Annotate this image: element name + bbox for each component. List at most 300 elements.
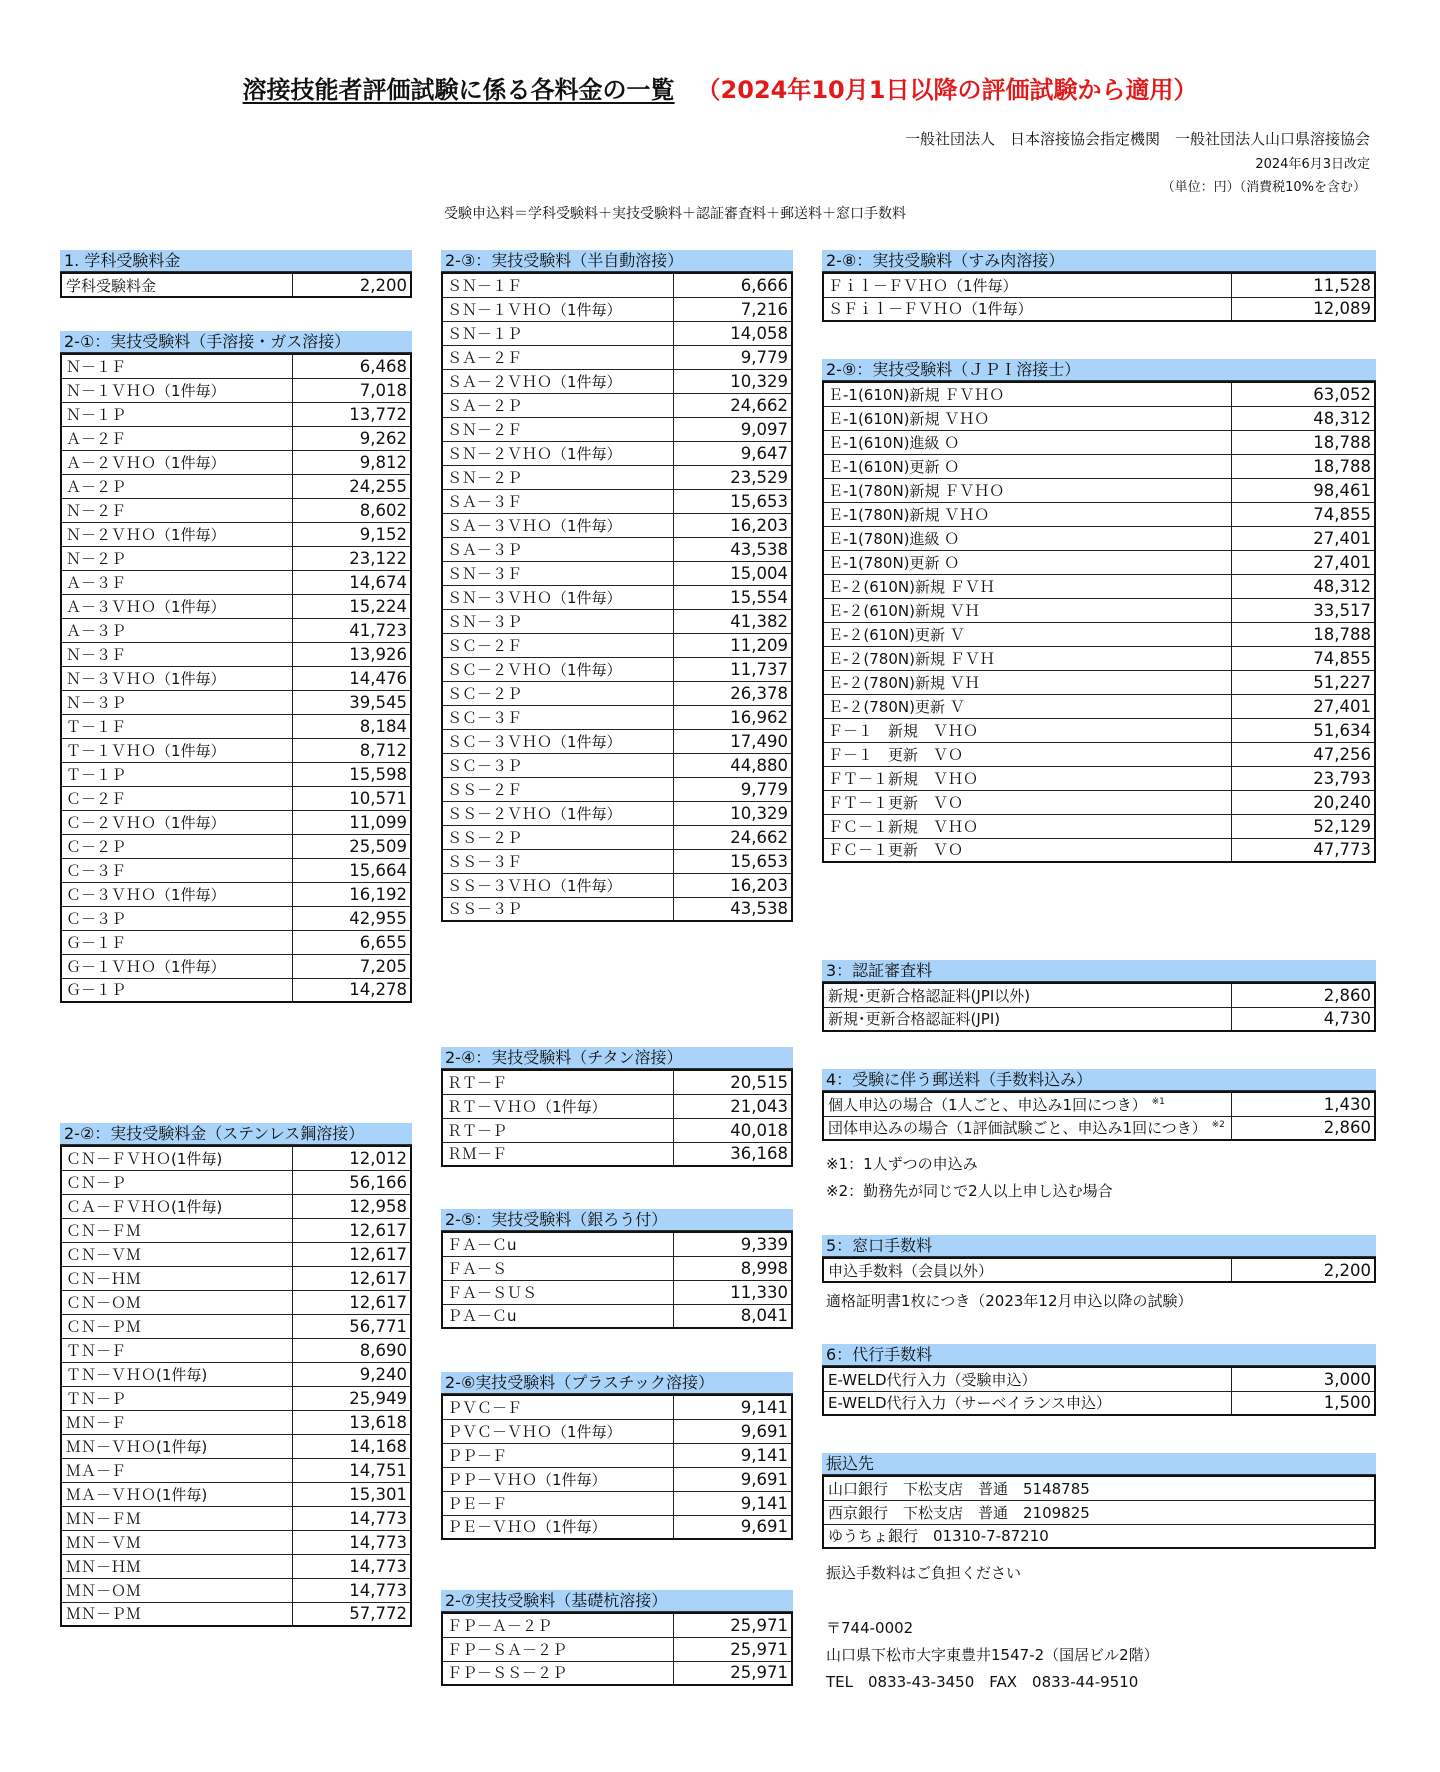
fee-amount: 12,617 <box>292 1242 411 1266</box>
fee-row <box>442 513 792 537</box>
fee-row <box>823 502 1375 526</box>
fee-item-name <box>442 369 673 393</box>
fee-amount: 15,653 <box>673 849 792 873</box>
fee-item-label: ＣＮ－ＦＭ <box>66 1221 142 1240</box>
fee-row <box>442 873 792 897</box>
fee-amount: 9,240 <box>292 1362 411 1386</box>
fee-amount: 27,401 <box>1231 694 1375 718</box>
fee-item-name <box>823 406 1231 430</box>
fee-amount: 10,329 <box>673 369 792 393</box>
fee-row <box>442 561 792 585</box>
fee-item-name <box>823 574 1231 598</box>
fee-item-name <box>61 378 292 402</box>
fee-item-label: Ｎ－３Ｆ <box>66 645 127 664</box>
fee-amount: 27,401 <box>1231 526 1375 550</box>
fee-amount: 56,771 <box>292 1314 411 1338</box>
fee-item-label: Ｎ－１Ｐ <box>66 405 127 424</box>
fee-row <box>442 1515 792 1539</box>
fee-amount: 8,041 <box>673 1304 792 1328</box>
fee-amount: 24,255 <box>292 474 411 498</box>
fee-row <box>442 1256 792 1280</box>
fee-amount: 2,200 <box>1231 1258 1375 1282</box>
fee-item-label: ＦＡ－Ｓ <box>447 1259 508 1278</box>
section-title: 2-②：実技受験料金（ステンレス鋼溶接） <box>60 1123 412 1145</box>
fee-amount: 3,000 <box>1231 1367 1375 1391</box>
fee-item-name <box>61 954 292 978</box>
fee-item-label: ＭＮ－ＰＭ <box>66 1605 142 1624</box>
document-title <box>0 70 1440 105</box>
fee-item-name <box>823 502 1231 526</box>
fee-item-name <box>823 790 1231 814</box>
fee-amount: 16,192 <box>292 882 411 906</box>
fee-item-name <box>442 297 673 321</box>
fee-row <box>61 570 411 594</box>
fee-item-label: ＳＮ－１Ｆ <box>447 276 523 295</box>
fee-item-label: Ａ－３Ｐ <box>66 621 127 640</box>
fee-amount: 57,772 <box>292 1602 411 1626</box>
fee-item-label: Ｇ－１ＶＨＯ（1件毎） <box>66 957 226 976</box>
fee-row <box>61 1506 411 1530</box>
fee-item-label: 個人申込の場合（1人ごと、申込み1回につき） <box>828 1095 1147 1114</box>
fee-table <box>822 1091 1376 1141</box>
fee-row <box>442 705 792 729</box>
fee-item-name <box>61 1530 292 1554</box>
fee-amount: 20,515 <box>673 1070 792 1094</box>
section-title: 2-⑨：実技受験料（ＪＰＩ溶接士） <box>822 359 1376 381</box>
bank-account: ゆうちょ銀行 01310-7-87210 <box>823 1524 1375 1548</box>
fee-amount: 14,773 <box>292 1506 411 1530</box>
section-title: 2-⑧：実技受験料（すみ肉溶接） <box>822 250 1376 272</box>
fee-item-label: 新規･更新合格認証料(JPI以外) <box>828 986 1031 1005</box>
fee-item-label: Ａ－３Ｆ <box>66 573 127 592</box>
fee-item-name <box>61 1218 292 1242</box>
fee-amount: 44,880 <box>673 753 792 777</box>
fee-amount: 14,773 <box>292 1578 411 1602</box>
fee-item-label: Ａ－３ＶＨＯ（1件毎） <box>66 597 226 616</box>
fee-item-name <box>61 426 292 450</box>
fee-item-name <box>61 1146 292 1170</box>
fee-item-label: Ｅ-1(610N)新規 ＶＨＯ <box>828 409 990 428</box>
fee-item-label: ＦＴ－１更新 ＶＯ <box>828 793 964 812</box>
fee-item-name <box>61 1290 292 1314</box>
section-title: 2-③：実技受験料（半自動溶接） <box>441 250 793 272</box>
fee-amount: 15,598 <box>292 762 411 786</box>
fee-item-name <box>61 1194 292 1218</box>
fee-table <box>441 1394 793 1540</box>
fee-row <box>823 983 1375 1007</box>
fee-item-label: ＳＣ－２Ｆ <box>447 636 523 655</box>
fee-item-label: ＳＳ－３Ｐ <box>447 900 523 919</box>
fee-item-name <box>823 478 1231 502</box>
fee-item-name <box>61 1506 292 1530</box>
section-2-1 <box>60 331 412 1003</box>
fee-item-label: Ｅ-1(610N)更新 Ｏ <box>828 457 960 476</box>
fee-item-name <box>61 1338 292 1362</box>
fee-item-label: Ｆｉｌ－ＦＶＨＯ（1件毎） <box>828 276 1018 295</box>
fee-item-name <box>442 729 673 753</box>
section-title: 2-⑦実技受験料（基礎杭溶接） <box>441 1590 793 1612</box>
fee-row <box>823 382 1375 406</box>
fee-item-name <box>61 546 292 570</box>
fee-item-name <box>61 1482 292 1506</box>
fee-row <box>823 622 1375 646</box>
fee-item-name <box>823 598 1231 622</box>
fee-amount: 2,860 <box>1231 1116 1375 1140</box>
fee-table <box>822 381 1376 863</box>
fee-amount: 23,122 <box>292 546 411 570</box>
fee-item-name <box>823 694 1231 718</box>
fee-item-label: ＣＡ－ＦＶＨＯ(1件毎) <box>66 1197 223 1216</box>
fee-item-name <box>442 1070 673 1094</box>
fee-row <box>61 906 411 930</box>
fee-item-label: ＲＴ－ＶＨＯ（1件毎） <box>447 1097 607 1116</box>
fee-item-name <box>823 646 1231 670</box>
fee-item-name <box>442 1280 673 1304</box>
fee-row <box>442 1304 792 1328</box>
fee-amount: 33,517 <box>1231 598 1375 622</box>
fee-amount: 9,779 <box>673 345 792 369</box>
fee-amount: 15,554 <box>673 585 792 609</box>
fee-amount: 41,723 <box>292 618 411 642</box>
fee-item-label: ＳＣ－２ＶＨＯ（1件毎） <box>447 660 622 679</box>
fee-amount: 9,339 <box>673 1232 792 1256</box>
fee-item-label: ＳＮ－３ＶＨＯ（1件毎） <box>447 588 622 607</box>
fee-amount: 15,004 <box>673 561 792 585</box>
fee-item-name <box>442 273 673 297</box>
fee-amount: 11,737 <box>673 657 792 681</box>
fee-row <box>61 618 411 642</box>
fee-row <box>442 825 792 849</box>
fee-item-label: ＰＥ－ＶＨＯ（1件毎） <box>447 1518 607 1537</box>
fee-item-name <box>61 642 292 666</box>
fee-item-name <box>61 906 292 930</box>
section-2-2 <box>60 1123 412 1627</box>
fee-row <box>61 1314 411 1338</box>
fee-row <box>442 441 792 465</box>
fee-item-label: Ｅ-1(780N)更新 Ｏ <box>828 553 960 572</box>
fee-item-label: Ｅ-1(610N)新規 ＦＶＨＯ <box>828 385 1005 404</box>
fee-item-name <box>61 858 292 882</box>
fee-amount: 56,166 <box>292 1170 411 1194</box>
section-2-5 <box>441 1209 793 1329</box>
fee-row <box>442 609 792 633</box>
fee-item-name <box>442 1094 673 1118</box>
fee-item-label: Ｔ－１Ｐ <box>66 765 127 784</box>
fee-amount: 25,949 <box>292 1386 411 1410</box>
fee-item-label: ＳＮ－２Ｆ <box>447 420 523 439</box>
fee-amount: 9,141 <box>673 1491 792 1515</box>
fee-amount: 8,184 <box>292 714 411 738</box>
fee-row <box>61 1194 411 1218</box>
fee-item-name <box>442 633 673 657</box>
fee-item-name <box>823 430 1231 454</box>
fee-amount: 9,097 <box>673 417 792 441</box>
fee-item-name <box>442 1467 673 1491</box>
fee-item-name <box>442 1661 673 1685</box>
fee-item-label: ＳＳ－２ＶＨＯ（1件毎） <box>447 804 622 823</box>
fee-amount: 74,855 <box>1231 502 1375 526</box>
fee-amount: 4,730 <box>1231 1007 1375 1031</box>
fee-item-label: Ｔ－１Ｆ <box>66 717 127 736</box>
fee-amount: 9,691 <box>673 1467 792 1491</box>
fee-row <box>823 454 1375 478</box>
fee-item-name <box>442 561 673 585</box>
fee-item-name <box>61 1602 292 1626</box>
fee-amount: 48,312 <box>1231 406 1375 430</box>
fee-table <box>60 1145 412 1627</box>
fee-amount: 21,043 <box>673 1094 792 1118</box>
fee-item-name <box>823 382 1231 406</box>
fee-item-name <box>823 297 1231 321</box>
fee-row <box>442 297 792 321</box>
fee-item-label: 新規･更新合格認証料(JPI) <box>828 1010 1001 1029</box>
section-2-3 <box>441 250 793 922</box>
fee-amount: 11,528 <box>1231 273 1375 297</box>
fee-item-name <box>61 1362 292 1386</box>
fee-amount: 41,382 <box>673 609 792 633</box>
fee-row <box>823 273 1375 297</box>
fee-item-name <box>823 622 1231 646</box>
fee-amount: 14,751 <box>292 1458 411 1482</box>
fee-amount: 12,958 <box>292 1194 411 1218</box>
fee-row <box>61 714 411 738</box>
fee-item-name <box>823 454 1231 478</box>
fee-table <box>822 1257 1376 1283</box>
section-2-4 <box>441 1047 793 1167</box>
fee-item-label: Ｇ－１Ｐ <box>66 981 127 1000</box>
fee-item-name <box>823 1367 1231 1391</box>
fee-item-name <box>442 1232 673 1256</box>
fee-row <box>442 1491 792 1515</box>
fee-item-name <box>442 1613 673 1637</box>
fee-row <box>61 378 411 402</box>
fee-row <box>61 1218 411 1242</box>
fee-amount: 17,490 <box>673 729 792 753</box>
fee-amount: 9,812 <box>292 450 411 474</box>
fee-amount: 20,240 <box>1231 790 1375 814</box>
fee-row <box>61 1170 411 1194</box>
fee-item-label: ＣＮ－ＰＭ <box>66 1317 142 1336</box>
fee-row <box>61 1482 411 1506</box>
fee-item-name <box>442 1118 673 1142</box>
fee-item-label: ＳＳ－３ＶＨＯ（1件毎） <box>447 876 622 895</box>
fee-item-label: ＳＡ－３Ｐ <box>447 540 523 559</box>
fee-row <box>823 430 1375 454</box>
fee-item-name <box>61 714 292 738</box>
fee-item-label: Ｎ－１Ｆ <box>66 357 127 376</box>
fee-item-label: Ａ－２ＶＨＯ（1件毎） <box>66 453 226 472</box>
fee-item-name <box>61 1578 292 1602</box>
fee-table <box>441 1069 793 1167</box>
fee-item-name <box>442 1304 673 1328</box>
fee-item-label: Ｎ－３Ｐ <box>66 693 127 712</box>
fee-item-name <box>61 1458 292 1482</box>
section-title: 2-⑤：実技受験料（銀ろう付） <box>441 1209 793 1231</box>
fee-item-label: ＳＣ－３Ｐ <box>447 756 523 775</box>
fee-row <box>823 814 1375 838</box>
fee-row <box>61 273 411 297</box>
fee-item-label: ＭＮ－ＯＭ <box>66 1581 142 1600</box>
fee-item-label: ＣＮ－ＶＭ <box>66 1245 142 1264</box>
fee-row <box>442 393 792 417</box>
fee-item-name <box>442 1419 673 1443</box>
fee-amount: 11,209 <box>673 633 792 657</box>
fee-item-name <box>61 1410 292 1434</box>
fee-amount: 18,788 <box>1231 622 1375 646</box>
fee-row <box>823 718 1375 742</box>
fee-item-label: ＳＡ－２Ｐ <box>447 396 523 415</box>
fee-row <box>442 1613 792 1637</box>
section-1 <box>60 250 412 298</box>
fee-item-label: Ｇ－１Ｆ <box>66 933 127 952</box>
fee-row <box>61 666 411 690</box>
fee-item-label: Ｃ－２Ｆ <box>66 789 127 808</box>
fee-table <box>441 1231 793 1329</box>
fee-amount: 14,773 <box>292 1554 411 1578</box>
fee-amount: 11,330 <box>673 1280 792 1304</box>
fee-item-label: ＭＮ－ＶＭ <box>66 1533 142 1552</box>
fee-item-label: ＭＡ－Ｆ <box>66 1461 127 1480</box>
fee-row <box>61 1602 411 1626</box>
fee-row <box>61 1290 411 1314</box>
fee-amount: 9,779 <box>673 777 792 801</box>
fee-item-name <box>442 801 673 825</box>
fee-amount: 48,312 <box>1231 574 1375 598</box>
postage-note-2: ※2：勤務先が同じで2人以上申し込む場合 <box>826 1182 1113 1200</box>
fee-amount: 14,278 <box>292 978 411 1002</box>
fee-item-name <box>442 657 673 681</box>
fee-item-label: E-WELD代行入力（受験申込） <box>828 1370 1037 1389</box>
fee-row <box>442 369 792 393</box>
fee-row <box>442 417 792 441</box>
section-title: 2-⑥実技受験料（プラスチック溶接） <box>441 1372 793 1394</box>
fee-item-name <box>442 1395 673 1419</box>
fee-item-label: ＳＳ－３Ｆ <box>447 852 523 871</box>
fee-row <box>442 1280 792 1304</box>
fee-item-name <box>442 585 673 609</box>
fee-item-name <box>442 393 673 417</box>
title-main: 溶接技能者評価試験に係る各料金の一覧 <box>242 76 675 104</box>
fee-item-label: Ａ－２Ｆ <box>66 429 127 448</box>
fee-amount: 15,653 <box>673 489 792 513</box>
fee-amount: 63,052 <box>1231 382 1375 406</box>
fee-item-name <box>61 1242 292 1266</box>
fee-amount: 47,773 <box>1231 838 1375 862</box>
fee-row <box>61 402 411 426</box>
fee-item-label: ＳＮ－２ＶＨＯ（1件毎） <box>447 444 622 463</box>
fee-row <box>823 1007 1375 1031</box>
fee-item-label: ＣＮ－ＦＶＨＯ(1件毎) <box>66 1149 223 1168</box>
fee-item-name <box>823 1116 1231 1140</box>
fee-item-name <box>442 417 673 441</box>
fee-amount: 9,141 <box>673 1395 792 1419</box>
fee-amount: 2,200 <box>292 273 411 297</box>
fee-table <box>60 272 412 298</box>
fee-row <box>61 354 411 378</box>
fee-item-name <box>823 550 1231 574</box>
fee-item-name <box>442 897 673 921</box>
fee-amount: 12,617 <box>292 1218 411 1242</box>
fee-item-name <box>61 273 292 297</box>
fee-item-name <box>442 465 673 489</box>
fee-amount: 18,788 <box>1231 454 1375 478</box>
fee-item-label: Ａ－２Ｐ <box>66 477 127 496</box>
section-3 <box>822 960 1376 1032</box>
fee-item-name <box>823 766 1231 790</box>
fee-row <box>442 1443 792 1467</box>
fee-row <box>442 681 792 705</box>
bank-row <box>823 1524 1375 1548</box>
fee-amount: 6,655 <box>292 930 411 954</box>
fee-amount: 7,205 <box>292 954 411 978</box>
fee-table <box>822 272 1376 322</box>
fee-item-name <box>61 450 292 474</box>
fee-amount: 42,955 <box>292 906 411 930</box>
fee-item-label: Ｅ-２(610N)新規 ＦＶＨ <box>828 577 995 596</box>
fee-row <box>442 729 792 753</box>
fee-item-label: Ｆ－１ 新規 ＶＨＯ <box>828 721 979 740</box>
unit-note: （単位：円）（消費税10%を含む） <box>1161 180 1366 195</box>
fee-row <box>442 1118 792 1142</box>
fee-amount: 39,545 <box>292 690 411 714</box>
fee-amount: 16,962 <box>673 705 792 729</box>
fee-item-name <box>61 810 292 834</box>
fee-item-label: Ｅ-1(610N)進級 Ｏ <box>828 433 960 452</box>
fee-item-label: ＳＦｉｌ－ＦＶＨＯ（1件毎） <box>828 300 1033 319</box>
fee-row <box>61 1530 411 1554</box>
fee-item-label: ＳＮ－３Ｐ <box>447 612 523 631</box>
fee-item-label: Ｅ-1(780N)新規 ＶＨＯ <box>828 505 990 524</box>
fee-row <box>823 1258 1375 1282</box>
section-6 <box>822 1344 1376 1416</box>
fee-row <box>442 897 792 921</box>
fee-row <box>823 550 1375 574</box>
fee-item-name <box>442 1142 673 1166</box>
fee-item-label: ＳＮ－２Ｐ <box>447 468 523 487</box>
fee-amount: 9,691 <box>673 1419 792 1443</box>
fee-amount: 98,461 <box>1231 478 1375 502</box>
fee-amount: 10,571 <box>292 786 411 810</box>
fee-item-name <box>61 930 292 954</box>
fee-item-name <box>823 1391 1231 1415</box>
fee-item-label: ＳＮ－１Ｐ <box>447 324 523 343</box>
fee-item-label: ＴＮ－ＶＨＯ(1件毎) <box>66 1365 208 1384</box>
fee-row <box>61 1434 411 1458</box>
fee-item-label: ＲＴ－Ｐ <box>447 1121 508 1140</box>
window-fee-note: 適格証明書1枚につき（2023年12月申込以降の試験） <box>826 1292 1193 1310</box>
fee-item-label: Ｎ－１ＶＨＯ（1件毎） <box>66 381 226 400</box>
fee-amount: 27,401 <box>1231 550 1375 574</box>
fee-table <box>822 982 1376 1032</box>
fee-item-label: ＳＮ－１ＶＨＯ（1件毎） <box>447 300 622 319</box>
fee-row <box>442 273 792 297</box>
fee-amount: 1,500 <box>1231 1391 1375 1415</box>
section-2-6 <box>441 1372 793 1540</box>
fee-item-label: Ｅ-２(610N)新規 ＶＨ <box>828 601 980 620</box>
section-title: 6：代行手数料 <box>822 1344 1376 1366</box>
bank-row <box>823 1476 1375 1500</box>
fee-item-label: ＳＮ－３Ｆ <box>447 564 523 583</box>
fee-item-name <box>442 441 673 465</box>
fee-item-name <box>442 1515 673 1539</box>
fee-item-label: ＰＶＣ－Ｆ <box>447 1398 523 1417</box>
fee-item-name <box>442 849 673 873</box>
fee-row <box>61 834 411 858</box>
fee-row <box>442 753 792 777</box>
fee-amount: 47,256 <box>1231 742 1375 766</box>
fee-item-label: ＳＡ－３Ｆ <box>447 492 523 511</box>
fee-amount: 25,971 <box>673 1637 792 1661</box>
